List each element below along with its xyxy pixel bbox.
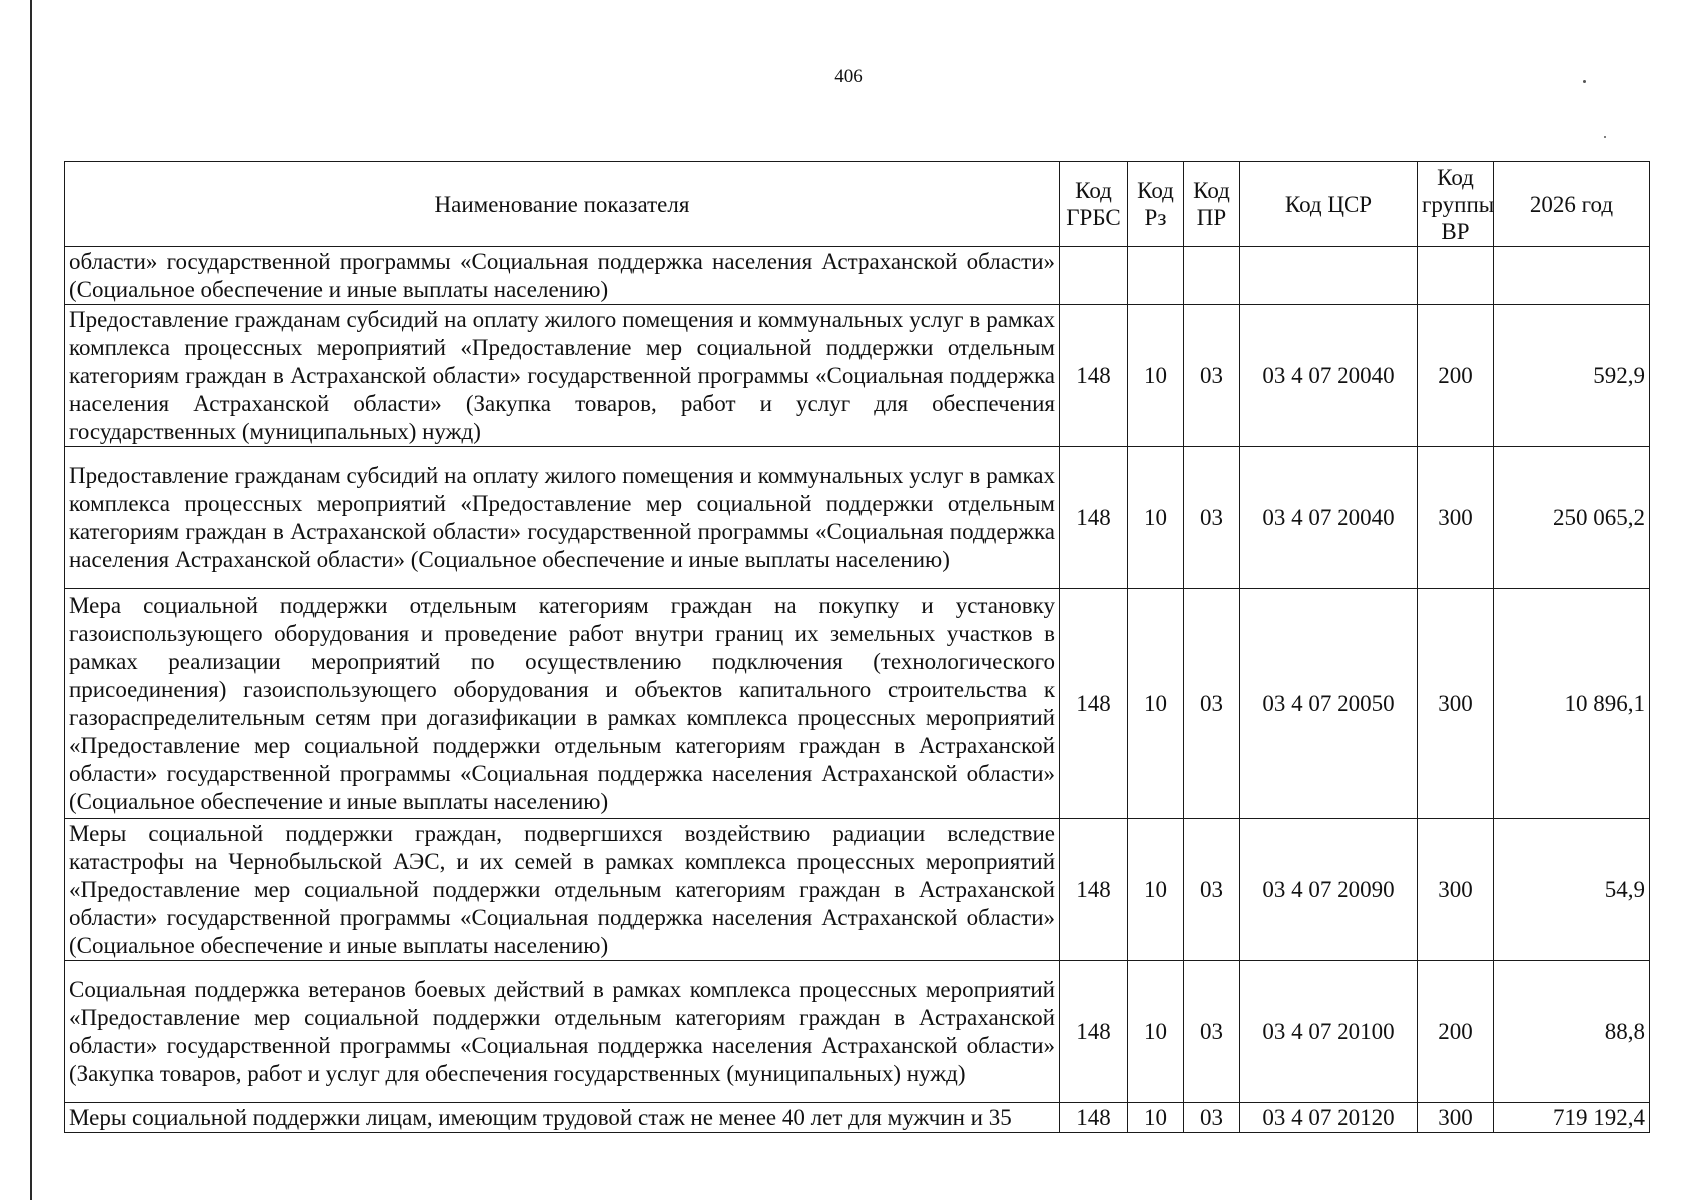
amount-cell: 719 192,4: [1494, 1103, 1650, 1133]
amount-cell: 10 896,1: [1494, 589, 1650, 819]
csr-cell: 03 4 07 20090: [1240, 819, 1418, 961]
rz-cell: [1128, 247, 1184, 305]
table-row: [65, 1103, 1650, 1133]
table-row: [65, 305, 1650, 447]
pr-cell: [1184, 247, 1240, 305]
header-csr: Код ЦСР: [1240, 162, 1418, 247]
csr-cell: [1240, 247, 1418, 305]
pr-cell: 03: [1184, 305, 1240, 447]
scan-speck: [1604, 136, 1606, 138]
csr-cell: 03 4 07 20040: [1240, 305, 1418, 447]
table-row: [65, 589, 1650, 819]
amount-cell: 54,9: [1494, 819, 1650, 961]
csr-cell: 03 4 07 20100: [1240, 961, 1418, 1103]
vr-cell: 200: [1418, 961, 1494, 1103]
row-name-cell: Предоставление гражданам субсидий на оплату жилого помещения и коммунальных услуг в рамках комплекса процессных мероприятий «Предоставление мер социальной поддержки отдельным категориям граждан в Астраханской области» государственной программы «Социальная поддержка населения Астраханской области» (Закупка товаров, работ и услуг для обеспечения государственных (муниципальных) нужд): [65, 305, 1060, 447]
rz-cell: 10: [1128, 819, 1184, 961]
grbs-cell: 148: [1060, 305, 1128, 447]
page-number: 406: [834, 66, 863, 87]
grbs-cell: 148: [1060, 589, 1128, 819]
vr-cell: 300: [1418, 819, 1494, 961]
csr-cell: 03 4 07 20040: [1240, 447, 1418, 589]
header-pr: Код ПР: [1184, 162, 1240, 247]
row-name-cell: Меры социальной поддержки граждан, подвергшихся воздействию радиации вследствие катастрофы на Чернобыльской АЭС, и их семей в рамках комплекса процессных мероприятий «Предоставление мер социальной поддержки отдельным категориям граждан в Астраханской области» государственной программы «Социальная поддержка населения Астраханской области» (Социальное обеспечение и иные выплаты населению): [65, 819, 1060, 961]
pr-cell: 03: [1184, 447, 1240, 589]
grbs-cell: 148: [1060, 819, 1128, 961]
rz-cell: 10: [1128, 589, 1184, 819]
header-name: Наименование показателя: [65, 162, 1060, 247]
pr-cell: 03: [1184, 1103, 1240, 1133]
row-name-cell: Предоставление гражданам субсидий на оплату жилого помещения и коммунальных услуг в рамках комплекса процессных мероприятий «Предоставление мер социальной поддержки отдельным категориям граждан в Астраханской области» государственной программы «Социальная поддержка населения Астраханской области» (Социальное обеспечение и иные выплаты населению): [65, 447, 1060, 589]
pr-cell: 03: [1184, 961, 1240, 1103]
rz-cell: 10: [1128, 305, 1184, 447]
csr-cell: 03 4 07 20120: [1240, 1103, 1418, 1133]
table-row: [65, 961, 1650, 1103]
header-rz: Код Рз: [1128, 162, 1184, 247]
amount-cell: 592,9: [1494, 305, 1650, 447]
row-name-cell: области» государственной программы «Социальная поддержка населения Астраханской области» (Социальное обеспечение и иные выплаты населению): [65, 247, 1060, 305]
vr-cell: [1418, 247, 1494, 305]
vr-cell: 300: [1418, 589, 1494, 819]
header-grbs: Код ГРБС: [1060, 162, 1128, 247]
row-name-cell: Меры социальной поддержки лицам, имеющим трудовой стаж не менее 40 лет для мужчин и 35: [65, 1103, 1060, 1133]
row-name-cell: Социальная поддержка ветеранов боевых действий в рамках комплекса процессных мероприятий «Предоставление мер социальной поддержки отдельным категориям граждан в Астраханской области» государственной программы «Социальная поддержка населения Астраханской области» (Закупка товаров, работ и услуг для обеспечения государственных (муниципальных) нужд): [65, 961, 1060, 1103]
rz-cell: 10: [1128, 447, 1184, 589]
amount-cell: 88,8: [1494, 961, 1650, 1103]
header-year: 2026 год: [1494, 162, 1650, 247]
vr-cell: 300: [1418, 447, 1494, 589]
table-row: [65, 247, 1650, 305]
row-name-cell: Мера социальной поддержки отдельным категориям граждан на покупку и установку газоиспользующего оборудования и проведение работ внутри границ их земельных участков в рамках реализации мероприятий по осуществлению подключения (технологического присоединения) газоиспользующего оборудования и объектов капитального строительства к газораспределительным сетям при догазификации в рамках комплекса процессных мероприятий «Предоставление мер социальной поддержки отдельным категориям граждан в Астраханской области» государственной программы «Социальная поддержка населения Астраханской области» (Социальное обеспечение и иные выплаты населению): [65, 589, 1060, 819]
table-row: [65, 447, 1650, 589]
grbs-cell: [1060, 247, 1128, 305]
scan-edge-line: [30, 0, 32, 1200]
grbs-cell: 148: [1060, 961, 1128, 1103]
vr-cell: 200: [1418, 305, 1494, 447]
budget-table: [64, 161, 1650, 1133]
table-header-row: [65, 162, 1650, 247]
csr-cell: 03 4 07 20050: [1240, 589, 1418, 819]
grbs-cell: 148: [1060, 447, 1128, 589]
table-row: [65, 819, 1650, 961]
vr-cell: 300: [1418, 1103, 1494, 1133]
rz-cell: 10: [1128, 1103, 1184, 1133]
pr-cell: 03: [1184, 819, 1240, 961]
header-vr: Код группы ВР: [1418, 162, 1494, 247]
amount-cell: 250 065,2: [1494, 447, 1650, 589]
amount-cell: [1494, 247, 1650, 305]
pr-cell: 03: [1184, 589, 1240, 819]
grbs-cell: 148: [1060, 1103, 1128, 1133]
rz-cell: 10: [1128, 961, 1184, 1103]
